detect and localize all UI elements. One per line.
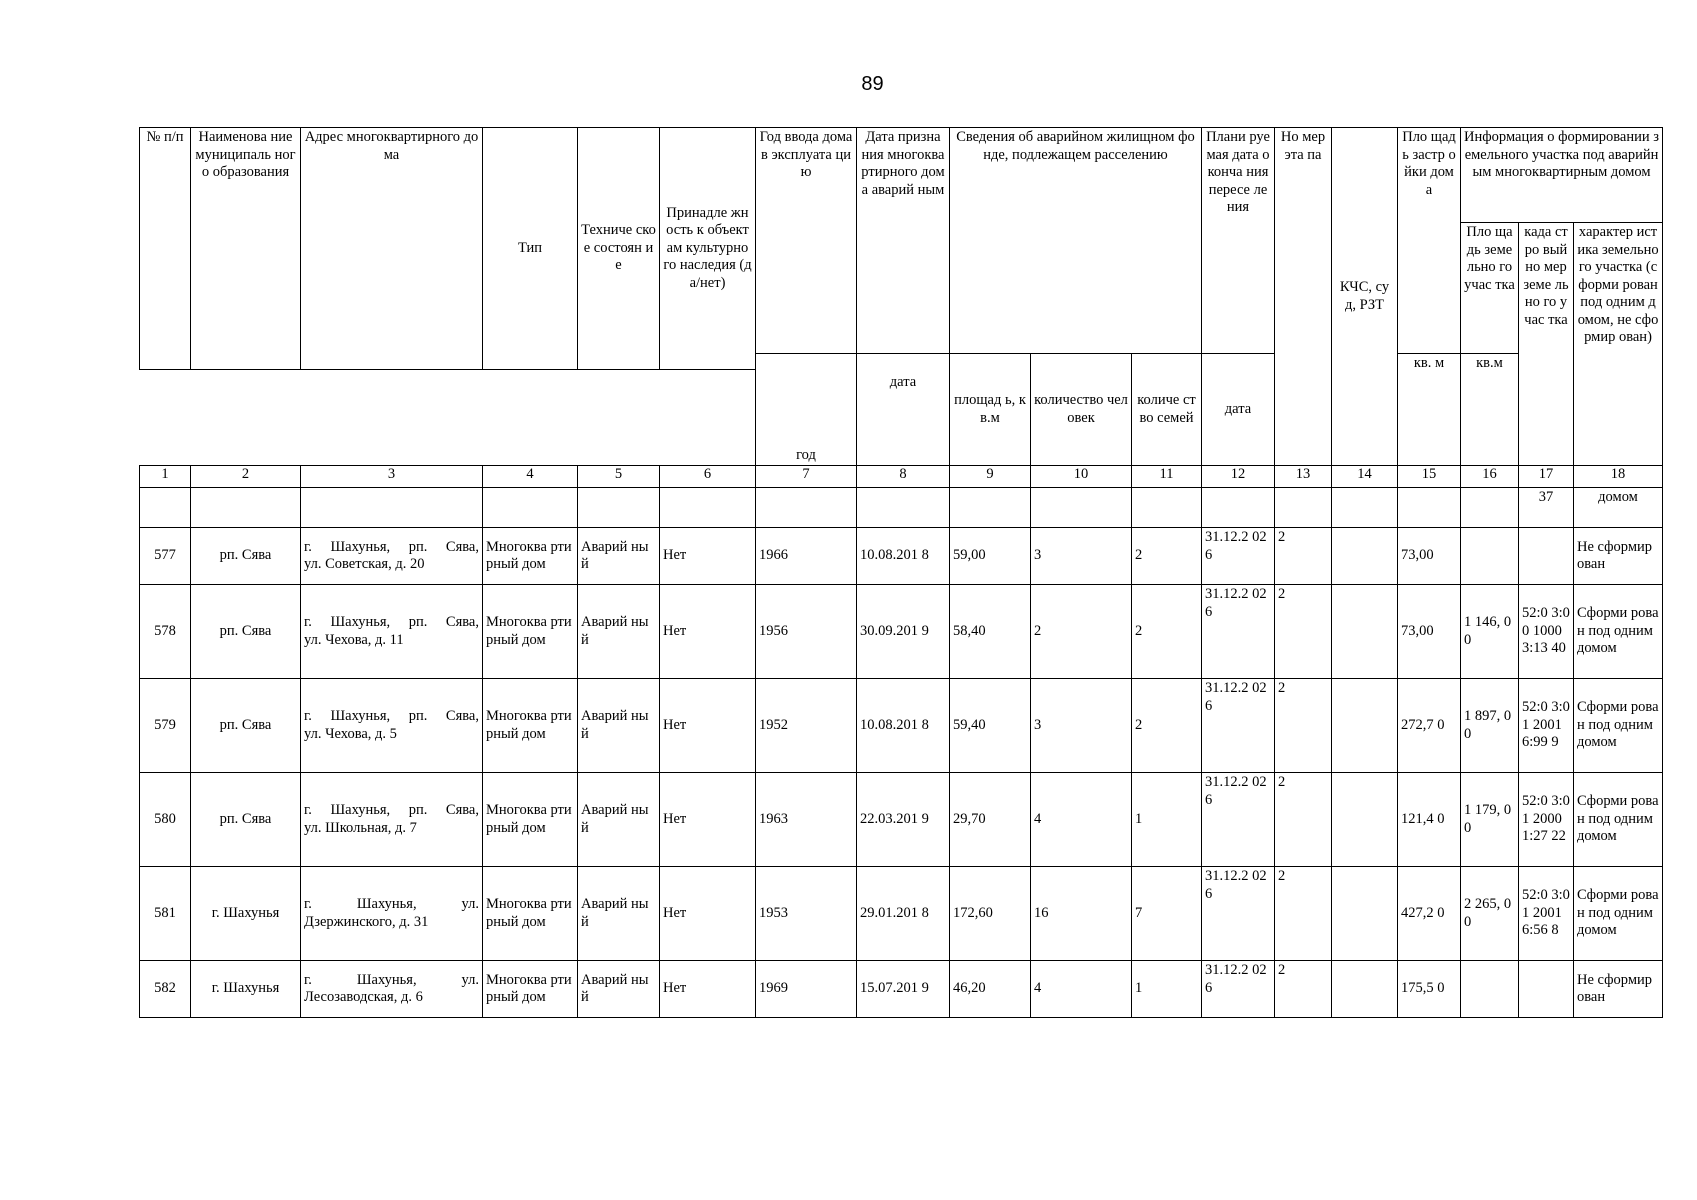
row-people: 16 — [1031, 867, 1132, 961]
row-planned-date: 31.12.2 026 — [1202, 679, 1275, 773]
row-number: 577 — [140, 528, 191, 585]
header-address: Адрес многоквартирного дома — [301, 128, 483, 370]
row-land-area: 2 265, 00 — [1461, 867, 1519, 961]
header-unit-families: количе ство семей — [1132, 354, 1202, 466]
row-planned-date: 31.12.2 026 — [1202, 585, 1275, 679]
header-planned-date: Плани руемая дата оконча ния пересе ления — [1202, 128, 1275, 354]
table-row — [140, 528, 1663, 585]
col-num: 16 — [1461, 466, 1519, 488]
row-build-area: 73,00 — [1398, 585, 1461, 679]
col-num: 17 — [1519, 466, 1574, 488]
header-unit-area: площад ь, кв.м — [950, 354, 1031, 466]
row-number: 579 — [140, 679, 191, 773]
row-people: 2 — [1031, 585, 1132, 679]
col-num: 13 — [1275, 466, 1332, 488]
row-land-area — [1461, 961, 1519, 1018]
row-land-characteristic: Сформи рован под одним домом — [1574, 773, 1663, 867]
header-tech-state: Техниче ское состоян ие — [578, 128, 660, 370]
table-row — [140, 585, 1663, 679]
row-type: Многоква ртирный дом — [483, 585, 578, 679]
header-unit-land-area: кв.м — [1461, 354, 1519, 466]
row-stage: 2 — [1275, 773, 1332, 867]
row-type: Многоква ртирный дом — [483, 867, 578, 961]
row-tech-state: Аварий ный — [578, 773, 660, 867]
row-people: 4 — [1031, 961, 1132, 1018]
row-area: 46,20 — [950, 961, 1031, 1018]
row-cadastral: 52:0 3:01 2001 6:99 9 — [1519, 679, 1574, 773]
row-address-line-2: ул. Чехова, д. 11 — [304, 631, 404, 648]
row-land-area: 1 179, 00 — [1461, 773, 1519, 867]
row-address-line-2: ул. Советская, д. 20 — [304, 556, 425, 572]
row-address-line-2: Лесозаводская, д. 6 — [304, 989, 423, 1005]
header-type: Тип — [483, 128, 578, 370]
emergency-housing-table — [139, 127, 1663, 1018]
carry-land-characteristic: домом — [1574, 488, 1663, 528]
header-stage: Но мер эта па — [1275, 128, 1332, 466]
row-tech-state: Аварий ный — [578, 585, 660, 679]
header-cadastral: када стро вый но мер земе льно го учас тка — [1519, 223, 1574, 466]
row-address — [301, 585, 483, 679]
row-tech-state: Аварий ный — [578, 867, 660, 961]
row-year: 1953 — [756, 867, 857, 961]
col-num: 10 — [1031, 466, 1132, 488]
row-kchs — [1332, 867, 1398, 961]
carry-over-row — [140, 488, 1663, 528]
table-row — [140, 679, 1663, 773]
row-municipality: г. Шахунья — [191, 867, 301, 961]
row-build-area: 272,7 0 — [1398, 679, 1461, 773]
header-unit-people: количество человек — [1031, 354, 1132, 466]
header-unit-date: дата — [857, 354, 950, 466]
row-families: 1 — [1132, 961, 1202, 1018]
row-families: 2 — [1132, 585, 1202, 679]
row-municipality: г. Шахунья — [191, 961, 301, 1018]
row-area: 29,70 — [950, 773, 1031, 867]
row-recognition-date: 10.08.201 8 — [857, 528, 950, 585]
row-build-area: 175,5 0 — [1398, 961, 1461, 1018]
row-heritage: Нет — [660, 867, 756, 961]
col-num: 14 — [1332, 466, 1398, 488]
header-emergency-fund: Сведения об аварийном жилищном фонде, подлежащем расселению — [950, 128, 1202, 354]
row-year: 1969 — [756, 961, 857, 1018]
row-heritage: Нет — [660, 585, 756, 679]
header-kchs: КЧС, суд, РЗТ — [1332, 128, 1398, 466]
row-address-line-1: г. Шахунья, ул. — [304, 896, 479, 912]
header-heritage: Принадле жность к объектам культурно го наследия (да/нет) — [660, 128, 756, 370]
row-land-characteristic: Сформи рован под одним домом — [1574, 867, 1663, 961]
header-build-area: Пло щадь застр ойки дома — [1398, 128, 1461, 354]
col-num: 4 — [483, 466, 578, 488]
row-build-area: 427,2 0 — [1398, 867, 1461, 961]
header-land-characteristic: характер истика земельно го участка (сформи рован под одним домом, не сформир ован) — [1574, 223, 1663, 466]
row-address-line-1: г. Шахунья, ул. — [304, 971, 479, 988]
row-cadastral: 52:0 3:00 1000 3:13 40 — [1519, 585, 1574, 679]
col-num: 9 — [950, 466, 1031, 488]
row-recognition-date: 10.08.201 8 — [857, 679, 950, 773]
row-recognition-date: 22.03.201 9 — [857, 773, 950, 867]
row-kchs — [1332, 773, 1398, 867]
row-address-line-2: Дзержинского, д. 31 — [304, 913, 429, 930]
col-num: 15 — [1398, 466, 1461, 488]
row-heritage: Нет — [660, 773, 756, 867]
row-heritage: Нет — [660, 961, 756, 1018]
row-build-area: 121,4 0 — [1398, 773, 1461, 867]
table-row — [140, 961, 1663, 1018]
table-row — [140, 867, 1663, 961]
row-heritage: Нет — [660, 679, 756, 773]
table-row — [140, 773, 1663, 867]
col-num: 1 — [140, 466, 191, 488]
header-municipality: Наименова ние муниципаль ного образования — [191, 128, 301, 370]
row-land-characteristic: Не сформир ован — [1574, 528, 1663, 585]
row-land-area: 1 146, 00 — [1461, 585, 1519, 679]
row-families: 7 — [1132, 867, 1202, 961]
row-cadastral — [1519, 528, 1574, 585]
header-row-1 — [140, 128, 1663, 223]
row-number: 580 — [140, 773, 191, 867]
row-tech-state: Аварий ный — [578, 679, 660, 773]
row-area: 59,40 — [950, 679, 1031, 773]
row-kchs — [1332, 528, 1398, 585]
row-planned-date: 31.12.2 026 — [1202, 528, 1275, 585]
col-num: 12 — [1202, 466, 1275, 488]
row-land-characteristic: Сформи рован под одним домом — [1574, 679, 1663, 773]
row-cadastral: 52:0 3:01 2001 6:56 8 — [1519, 867, 1574, 961]
row-year: 1966 — [756, 528, 857, 585]
header-unit-year: год — [756, 354, 857, 466]
row-people: 3 — [1031, 528, 1132, 585]
row-number: 581 — [140, 867, 191, 961]
row-recognition-date: 15.07.201 9 — [857, 961, 950, 1018]
header-number: № п/п — [140, 128, 191, 370]
row-heritage: Нет — [660, 528, 756, 585]
row-municipality: рп. Сява — [191, 585, 301, 679]
row-recognition-date: 30.09.201 9 — [857, 585, 950, 679]
col-num: 7 — [756, 466, 857, 488]
row-address — [301, 773, 483, 867]
row-address — [301, 961, 483, 1018]
row-stage: 2 — [1275, 528, 1332, 585]
carry-cadastral: 37 — [1519, 488, 1574, 528]
row-area: 58,40 — [950, 585, 1031, 679]
row-type: Многоква ртирный дом — [483, 528, 578, 585]
row-address-line-1: г. Шахунья, рп. Сява, — [304, 538, 479, 555]
data-rows — [140, 528, 1663, 1018]
row-address-line-1: г. Шахунья, рп. Сява, — [304, 614, 479, 630]
column-number-row — [140, 466, 1663, 488]
row-tech-state: Аварий ный — [578, 528, 660, 585]
row-address — [301, 867, 483, 961]
col-num: 2 — [191, 466, 301, 488]
col-num: 5 — [578, 466, 660, 488]
col-num: 3 — [301, 466, 483, 488]
row-stage: 2 — [1275, 867, 1332, 961]
row-kchs — [1332, 585, 1398, 679]
row-type: Многоква ртирный дом — [483, 679, 578, 773]
row-address — [301, 528, 483, 585]
row-stage: 2 — [1275, 679, 1332, 773]
row-planned-date: 31.12.2 026 — [1202, 773, 1275, 867]
row-type: Многоква ртирный дом — [483, 961, 578, 1018]
row-cadastral: 52:0 3:01 2000 1:27 22 — [1519, 773, 1574, 867]
row-address-line-2: ул. Чехова, д. 5 — [304, 725, 397, 742]
row-municipality: рп. Сява — [191, 679, 301, 773]
row-recognition-date: 29.01.201 8 — [857, 867, 950, 961]
row-kchs — [1332, 961, 1398, 1018]
row-number: 578 — [140, 585, 191, 679]
col-num: 11 — [1132, 466, 1202, 488]
row-address — [301, 679, 483, 773]
row-planned-date: 31.12.2 026 — [1202, 867, 1275, 961]
row-cadastral — [1519, 961, 1574, 1018]
row-build-area: 73,00 — [1398, 528, 1461, 585]
row-stage: 2 — [1275, 961, 1332, 1018]
row-stage: 2 — [1275, 585, 1332, 679]
row-land-area: 1 897, 00 — [1461, 679, 1519, 773]
row-type: Многоква ртирный дом — [483, 773, 578, 867]
row-people: 3 — [1031, 679, 1132, 773]
row-people: 4 — [1031, 773, 1132, 867]
row-year: 1963 — [756, 773, 857, 867]
row-families: 2 — [1132, 679, 1202, 773]
row-address-line-1: г. Шахунья, рп. Сява, — [304, 708, 479, 724]
row-number: 582 — [140, 961, 191, 1018]
page-number: 89 — [861, 73, 884, 95]
header-year: Год ввода дома в эксплуата цию — [756, 128, 857, 354]
row-area: 59,00 — [950, 528, 1031, 585]
row-address-line-2: ул. Школьная, д. 7 — [304, 819, 417, 836]
header-land-area: Пло щадь земе льно го учас тка — [1461, 223, 1519, 354]
row-year: 1952 — [756, 679, 857, 773]
col-num: 8 — [857, 466, 950, 488]
row-families: 1 — [1132, 773, 1202, 867]
header-land-info: Информация о формировании земельного участка под аварийным многоквартирным домом — [1461, 128, 1663, 223]
row-land-characteristic: Не сформир ован — [1574, 961, 1663, 1018]
row-municipality: рп. Сява — [191, 773, 301, 867]
row-year: 1956 — [756, 585, 857, 679]
row-municipality: рп. Сява — [191, 528, 301, 585]
row-tech-state: Аварий ный — [578, 961, 660, 1018]
col-num: 18 — [1574, 466, 1663, 488]
row-land-area — [1461, 528, 1519, 585]
row-kchs — [1332, 679, 1398, 773]
header-unit-plan-date: дата — [1202, 354, 1275, 466]
row-area: 172,60 — [950, 867, 1031, 961]
col-num: 6 — [660, 466, 756, 488]
row-families: 2 — [1132, 528, 1202, 585]
row-address-line-1: г. Шахунья, рп. Сява, — [304, 802, 479, 818]
header-recognition-date: Дата призна ния многоква ртирного дома аварий ным — [857, 128, 950, 354]
row-planned-date: 31.12.2 026 — [1202, 961, 1275, 1018]
header-unit-build-area: кв. м — [1398, 354, 1461, 466]
row-land-characteristic: Сформи рован под одним домом — [1574, 585, 1663, 679]
